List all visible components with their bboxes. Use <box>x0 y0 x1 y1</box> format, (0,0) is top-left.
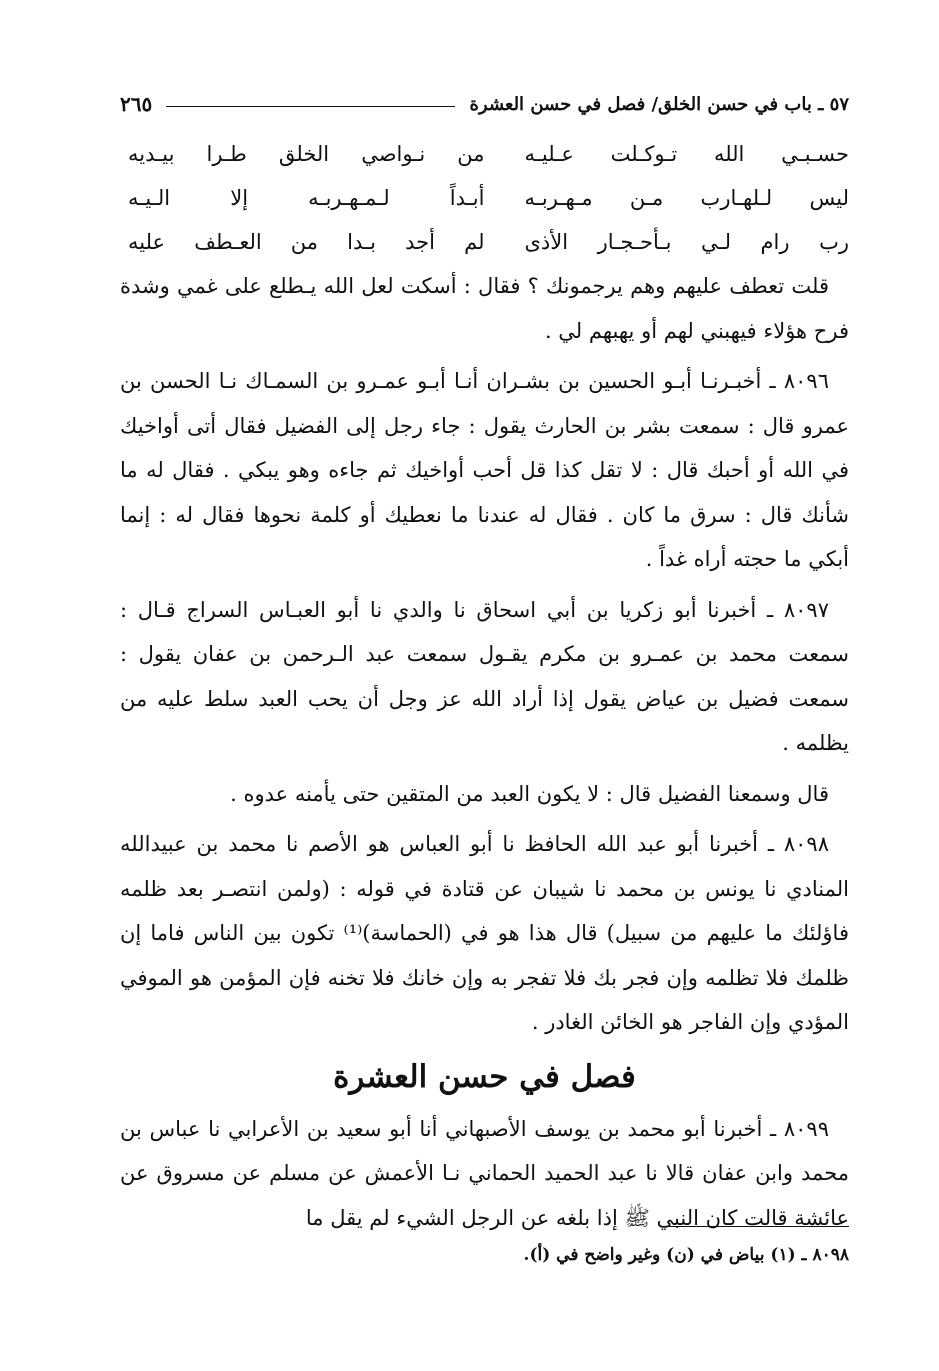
hadith-8098: ٨٠٩٨ ـ أخبرنا أبو عبد الله الحافظ نا أبو العباس هو الأصم نا محمد بن عبيدالله المنادي نا يونس بن محمد نا شيبان عن قتادة في قوله : (ولمن انتصـر بعد ظلمه فاؤلئك ما عليهم من سبيل) قال هذا هو في (الحماسة)⁽¹⁾ تكون بين الناس فاما إن ظلمك فلا تظلمه وإن فجر بك فلا تفجر به وإن خانك فلا تخنه فإن المؤمن هو الموفي المؤدي وإن الفاجر هو الخائن الغادر . <box>120 832 849 1034</box>
verse-first-hemistich: رب رام لـي بـأحـجـار الأذى <box>524 230 849 254</box>
book-page <box>120 84 849 1331</box>
hadith-8099: ٨٠٩٩ ـ أخبرنا أبو محمد بن يوسف الأصبهاني أنا أبو سعيد بن الأعرابي نا عباس بن محمد وابن عفان قالا نا عبد الحميد الحماني نـا الأعمش عن مسلم عن مسروق عن عائشة قالت كان النبي ﷺ إذا بلغه عن الرجل الشيء لم يقل ما <box>120 1116 849 1230</box>
verse-first-hemistich: ليس لـلهـارب مـن مـهـربـه <box>524 186 849 210</box>
section-heading: فصل في حسن العشرة <box>333 1058 636 1095</box>
paragraph: قال وسمعنا الفضيل قال : لا يكون العبد من المتقين حتى يأمنه عدوه . <box>230 781 829 806</box>
verse-second-hemistich: من نـواصي الخلق طـرا بيـديه <box>128 142 485 166</box>
footnote: ٨٠٩٨ ـ (١) بياض في (ن) وغير واضح في (أ). <box>523 1245 849 1265</box>
page-number: ٢٦٥ <box>120 92 153 116</box>
poem-verse <box>120 176 849 220</box>
poem-verse <box>120 220 849 264</box>
verse-second-hemistich: أبـداً لـمـهـربـه إلا الـيـه <box>128 186 485 210</box>
running-header <box>120 84 849 124</box>
paragraph: قلت تعطف عليهم وهم يرجمونك ؟ فقال : أسكت لعل الله يـطلع على غمي وشدة فرح هؤلاء فيهبني لهم أو يهبهم لي . <box>120 274 849 343</box>
poem-verse <box>120 132 849 176</box>
header-title: ٥٧ ـ باب في حسن الخلق/ فصل في حسن العشرة <box>469 93 849 115</box>
footnote-rule <box>669 1226 849 1227</box>
hadith-8097: ٨٠٩٧ ـ أخبرنا أبو زكريا بن أبي اسحاق نا والدي نا أبو العبـاس السراج قـال : سمعت محمد بن عمـرو بن مكرم يقـول سمعت عبد الـرحمن بن عفان يقول : سمعت فضيل بن عياض يقول إذا أراد الله عز وجل أن يحب العبد سلط عليه من يظلمه . <box>120 597 849 755</box>
poem <box>120 132 849 264</box>
verse-second-hemistich: لم أجد بـدا من العـطف عليه <box>128 230 485 254</box>
header-rule <box>166 106 455 107</box>
verse-first-hemistich: حسـبـي الله تـوكـلت عـليـه <box>524 142 849 166</box>
body-text <box>120 264 849 1045</box>
hadith-8096: ٨٠٩٦ ـ أخبـرنـا أبـو الحسين بن بشـران أنـا أبـو عمـرو بن السمـاك نـا الحسن بن عمرو قال : سمعت بشر بن الحارث يقول : جاء رجل إلى الفضيل فقال أتى أواخيك في الله أو أحبك قال : لا تقل كذا قل أحب أواخيك ثم جاءه وهو يبكي . فقال له ما شأنك قال : سرق ما كان . فقال له عندنا ما نعطيك أو كلمة نحوها فقال له : إنما أبكي ما حجته أراه غداً . <box>120 369 849 571</box>
body-text-after-heading <box>120 1107 849 1241</box>
